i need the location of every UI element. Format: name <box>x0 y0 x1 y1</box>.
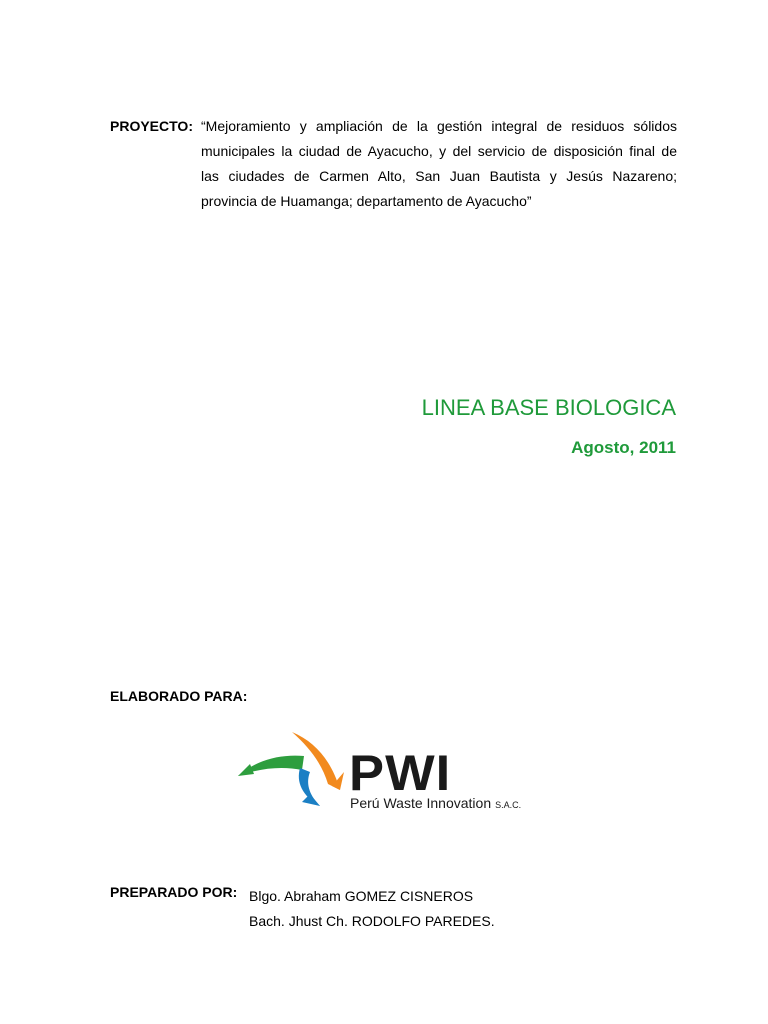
project-line: provincia de Huamanga; departamento de Ayacucho” <box>201 193 532 209</box>
logo-suffix: S.A.C. <box>495 800 522 810</box>
author-name: Blgo. Abraham GOMEZ CISNEROS <box>249 888 474 904</box>
logo-tagline <box>350 795 521 813</box>
prepared-by-names <box>249 884 495 934</box>
project-label: PROYECTO: <box>110 118 193 134</box>
document-date: Agosto, 2011 <box>571 438 676 457</box>
document-title: LINEA BASE BIOLOGICA <box>421 395 676 420</box>
project-line: las ciudades de Carmen Alto, San Juan Bautista y Jesús Nazareno; <box>201 168 677 184</box>
pwi-logo <box>236 728 546 818</box>
author-name: Bach. Jhust Ch. RODOLFO PAREDES. <box>249 913 495 929</box>
project-line: “Mejoramiento y ampliación de la gestión integral de residuos sólidos <box>201 118 677 134</box>
project-description <box>201 114 677 214</box>
project-line: municipales la ciudad de Ayacucho, y del servicio de disposición final de <box>201 143 677 159</box>
logo-tagline-text: Perú Waste Innovation <box>350 795 492 811</box>
prepared-by-label: PREPARADO POR: <box>110 884 238 900</box>
pwi-logo-swoosh-icon <box>236 728 356 818</box>
elaborated-for-label: ELABORADO PARA: <box>110 688 248 704</box>
logo-name: PWI <box>349 745 452 801</box>
